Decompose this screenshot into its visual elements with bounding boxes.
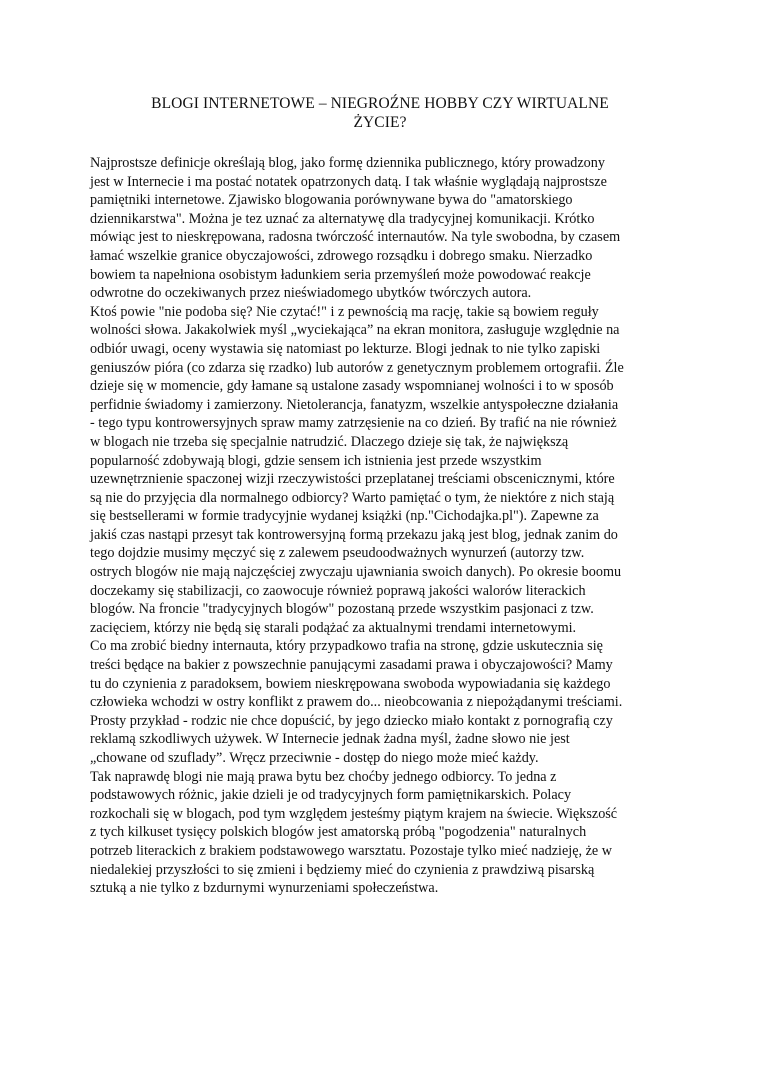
body-line: Tak naprawdę blogi nie mają prawa bytu bez choćby jednego odbiorcy. To jedna z [90,768,557,785]
document-body [90,154,680,898]
body-line: ostrych blogów nie mają najczęściej zwyczaju ujawniania swoich danych). Po okresie boomu [90,564,622,581]
body-line: doczekamy się stabilizacji, co zaowocuje również poprawą jakości walorów literackich [90,582,586,599]
body-line: uzewnętrznienie spaczonej wizji rzeczywistości przeplatanej treściami obscenicznymi, które [90,471,615,488]
body-line: Co ma zrobić biedny internauta, który przypadkowo trafia na stronę, gdzie uskutecznia się [90,638,603,655]
body-line: zacięciem, którzy nie będą się starali podążać za aktualnymi trendami internetowymi. [90,619,577,636]
body-line: człowieka wchodzi w ostry konflikt z prawem do... nieobcowania z niepożądanymi treściami. [90,694,623,711]
body-line: w blogach nie trzeba się specjalnie natrudzić. Dlaczego dzieje się tak, że największą [90,433,569,450]
body-line: się bestsellerami w formie tradycyjnie wydanej książki (np."Cichodajka.pl"). Zapewne za [90,508,599,525]
body-line: Ktoś powie "nie podoba się? Nie czytać!" i z pewnością ma rację, takie są bowiem reguły [90,303,599,320]
title-line: BLOGI INTERNETOWE – NIEGROŹNE HOBBY CZY WIRTUALNE [151,95,609,112]
body-line: sztuką a nie tylko z bzdurnymi wynurzeniami społeczeństwa. [90,880,439,897]
body-line: Prosty przykład - rodzic nie chce dopuścić, by jego dziecko miało kontakt z pornografią czy [90,712,613,729]
body-line: z tych kilkuset tysięcy polskich blogów jest amatorską próbą "pogodzenia" naturalnych [90,824,587,841]
body-line: potrzeb literackich z brakiem podstawowego warsztatu. Pozostaje tylko mieć nadzieję, że w [90,842,612,859]
body-line: niedalekiej przyszłości to się zmieni i będziemy mieć do czynienia z prawdziwą pisarską [90,861,595,878]
body-line: odwrotne do oczekiwanych przez nieświadomego ubytków twórczych autora. [90,285,532,302]
body-line: podstawowych różnic, jakie dzieli je od tradycyjnych form pamiętnikarskich. Polacy [90,787,572,804]
body-line: treści będące na bakier z powszechnie panującymi zasadami prawa i obyczajowości? Mamy [90,657,613,674]
body-line: są nie do przyjęcia dla normalnego odbiorcy? Warto pamiętać o tym, że niektóre z nich stają [90,489,615,506]
body-line: tego dojdzie musimy męczyć się z zalewem pseudoodważnych wynurzeń (autorzy tzw. [90,545,585,562]
body-line: dziennikarstwa". Można je tez uznać za alternatywę dla tradycyjnej komunikacji. Krótko [90,210,595,227]
body-line: blogów. Na froncie "tradycyjnych blogów" pozostaną przede wszystkim pasjonaci z tzw. [90,601,594,618]
body-line: bowiem ta napełniona osobistym ładunkiem seria przemyśleń może powodować reakcje [90,266,591,283]
body-line: jakiś czas nastąpi przesyt tak kontrowersyjną formą przekazu jaką jest blog, jednak zanim do [90,526,618,543]
body-line: geniuszów pióra (co zdarza się rzadko) lub autorów z genetycznym problemem ortografii. Źle [90,359,624,376]
body-line: pamiętniki internetowe. Zjawisko blogowania porównywane bywa do "amatorskiego [90,192,573,209]
body-line: reklamą szkodliwych używek. W Internecie jednak żadna myśl, żadne słowo nie jest [90,731,570,748]
body-line: odbiór uwagi, oceny wystawia się natomiast po lekturze. Blogi jednak to nie tylko zapiski [90,340,601,357]
body-line: mówiąc jest to nieskrępowana, radosna twórczość internautów. Na tyle swobodna, by czasem [90,229,621,246]
body-line: Najprostsze definicje określają blog, jako formę dziennika publicznego, który prowadzony [90,155,605,171]
body-line: jest w Internecie i ma postać notatek opatrzonych datą. I tak właśnie wyglądają najprostsze [90,173,607,190]
body-line: rozkochali się w blogach, pod tym względem jesteśmy piątym krajem na świecie. Większość [90,805,618,822]
body-line: tu do czynienia z paradoksem, bowiem nieskrępowana swoboda wypowiadania się każdego [90,675,611,692]
body-line: - tego typu kontrowersyjnych spraw mamy zatrzęsienie na co dzień. By trafić na nie również [90,415,617,432]
body-line: „chowane od szuflady”. Wręcz przeciwnie - dostęp do niego może mieć każdy. [90,750,539,766]
body-line: łamać wszelkie granice obyczajowości, zdrowego rozsądku i dobrego smaku. Nierzadko [90,247,593,264]
body-line: popularność zdobywają blogi, gdzie sensem ich istnienia jest przede wszystkim [90,452,542,469]
title-line: ŻYCIE? [353,114,407,131]
body-line: wolności słowa. Jakakolwiek myśl „wyciekająca” na ekran monitora, zasługuje względnie na [90,322,620,339]
body-line: perfidnie świadomy i zamierzony. Nietolerancja, fanatyzm, wszelkie antyspołeczne działania [90,396,619,413]
body-line: dzieje się w momencie, gdy łamane są ustalone zasady wspomnianej wolności i to w sposób [90,378,614,395]
document-title [90,94,670,132]
